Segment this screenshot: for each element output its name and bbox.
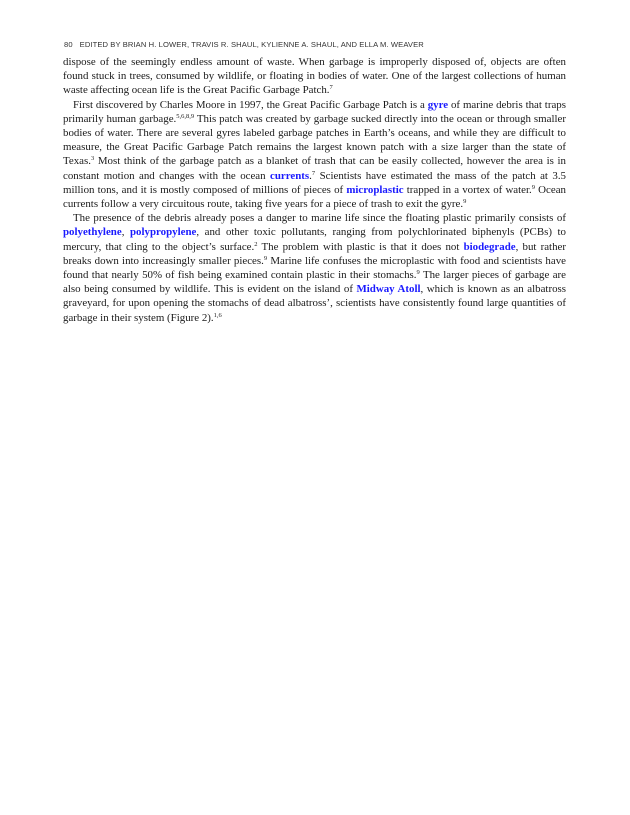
paragraph-3 bbox=[63, 211, 566, 325]
text-run: , and other toxic pollutants, ranging from polychlorinated biphenyls (PCBs) to mercury, that cling to the object’s surface. bbox=[63, 226, 566, 253]
glossary-link-biodegrade[interactable]: biodegrade bbox=[463, 240, 516, 253]
citation-superscript: 9 bbox=[263, 254, 268, 262]
text-run: . bbox=[309, 169, 312, 182]
text-run: The problem with plastic is that it does not bbox=[257, 240, 464, 253]
document-body bbox=[63, 55, 566, 325]
paragraph-2 bbox=[63, 98, 566, 212]
text-run: This patch was created by garbage sucked directly into the ocean or through smaller bodies of water. There are several gyres labeled garbage patches in Earth’s oceans, and while they are difficult to measure, the Great Pacific Garbage Patch remains the largest known patch with a size larger than the state of Texas. bbox=[63, 112, 566, 168]
text-run: , but rather breaks down into increasingly smaller pieces. bbox=[63, 240, 566, 267]
text-run: , which is known as an albatross graveyard, for upon opening the stomachs of dead albatross’, scientists have consistently found large quantities of garbage in their system (Figure 2). bbox=[63, 283, 566, 324]
text-run: trapped in a vortex of water. bbox=[403, 183, 532, 196]
text-run: of marine debris that traps primarily human garbage. bbox=[63, 98, 566, 125]
citation-superscript: 5,6,8,9 bbox=[176, 112, 195, 120]
text-run: First discovered by Charles Moore in 1997, the Great Pacific Garbage Patch is a bbox=[73, 98, 428, 111]
glossary-link-polypropylene[interactable]: polypropylene bbox=[129, 226, 197, 239]
paragraph-1 bbox=[63, 55, 566, 98]
citation-superscript: 2 bbox=[254, 240, 258, 248]
text-run: The presence of the debris already poses a danger to marine life since the floating plastic primarily consists of bbox=[73, 212, 566, 225]
citation-superscript: 9 bbox=[531, 183, 536, 191]
text-run: The larger pieces of garbage are also being consumed by wildlife. This is evident on the island of bbox=[63, 269, 567, 296]
citation-superscript: 9 bbox=[416, 269, 420, 277]
citation-superscript: 3 bbox=[90, 155, 95, 163]
text-run: Most think of the garbage patch as a blanket of trash that can be easily collected, however the area is in constant motion and changes with the ocean bbox=[63, 155, 566, 182]
citation-superscript: 1,6 bbox=[213, 311, 222, 319]
glossary-link-microplastic[interactable]: microplastic bbox=[346, 183, 404, 196]
text-run: dispose of the seemingly endless amount of waste. When garbage is improperly disposed of, objects are often found stuck in trees, consumed by wildlife, or floating in bodies of water. One of the largest collections of human waste affecting ocean life is the Great Pacific Garbage Patch. bbox=[63, 56, 566, 97]
text-run: Ocean currents follow a very circuitous route, taking five years for a piece of trash to exit the gyre. bbox=[63, 183, 566, 211]
glossary-link-gyre[interactable]: gyre bbox=[427, 98, 449, 111]
text-run: Scientists have estimated the mass of the patch at 3.5 million tons, and it is mostly composed of millions of pieces of bbox=[63, 169, 566, 196]
text-run: Marine life confuses the microplastic with food and scientists have found that nearly 50% of fish being examined contain plastic in their stomachs. bbox=[63, 254, 566, 282]
glossary-link-polyethylene[interactable]: polyethylene bbox=[63, 226, 122, 239]
page-number: 80 bbox=[64, 40, 73, 49]
citation-superscript: 7 bbox=[329, 84, 333, 92]
text-run: , bbox=[121, 226, 130, 239]
citation-superscript: 7 bbox=[311, 169, 316, 177]
running-head-text: EDITED BY BRIAN H. LOWER, TRAVIS R. SHAUL, KYLIENNE A. SHAUL, AND ELLA M. WEAVER bbox=[79, 40, 424, 49]
glossary-link-currents[interactable]: currents bbox=[270, 169, 310, 182]
running-header bbox=[64, 40, 564, 49]
citation-superscript: 9 bbox=[463, 198, 467, 206]
glossary-link-midway-atoll[interactable]: Midway Atoll bbox=[356, 283, 421, 296]
